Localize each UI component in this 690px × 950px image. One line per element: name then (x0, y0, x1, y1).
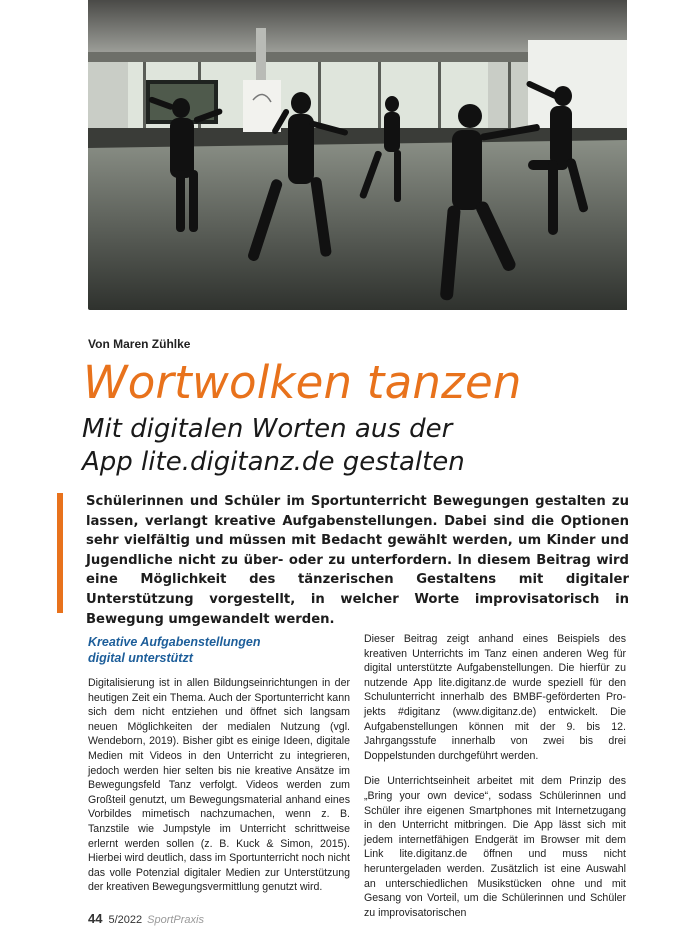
section-heading (88, 634, 350, 666)
right-column (364, 632, 626, 931)
section-heading-line-2: digital unterstützt (88, 651, 193, 665)
right-paragraph-2: Die Unterrichtseinheit arbeitet mit dem Prinzip des „Bring your own device“, sodass Schülerinnen und Schüler ihre eigenen Smartphones mit Internetzugang in den Unterricht mitbringen. Die App lässt sich mit jedem internetfähigen Endgerät im Browser mit dem Link lite.digitanz.de öffnen und muss nicht heruntergeladen werden. Zusätzlich ist eine Auswahl an unterschiedlichen Musikstücken ohne und mit Gesang von Vorteil, um die Schülerinnen und Schüler zu improvisatorischen (364, 775, 626, 919)
article-subtitle (82, 413, 642, 479)
subtitle-line-2: App lite.digitanz.de gestalten (82, 447, 465, 477)
author-byline: Von Maren Zühlke (88, 337, 191, 351)
right-paragraph-1: Dieser Beitrag zeigt anhand eines Beispiels des kreativen Unterrichts im Tanz einen anderen Weg für digital unterstützte Aufgabenstellungen. Die hierfür zu nutzende App lite.digitanz.de wurde speziell für den Schulunterricht innerhalb des BMBF-geförderten Pro-jekts #digitanz (www.digitanz.de) entwickelt. Die Aufgabenstellungen können mit der 9. bis 12. Jahrgangsstufe innerhalb von zwei bis drei Doppelstunden durchgeführt werden. (364, 633, 626, 762)
dance-studio-illustration (88, 0, 627, 310)
issue-number: 5/2022 (108, 914, 143, 926)
lead-paragraph: Schülerinnen und Schüler im Sportunterricht Bewegungen gestalten zu lassen, verlangt kreative Aufgabenstellungen. Dabei sind die Optionen sehr vielfältig und müssen mit Bedacht gewählt werden, um Kinder und Jugendliche nicht zu über- oder zu unterfordern. In diesem Beitrag wird eine Möglichkeit des tänzerischen Gestaltens mit digitaler Unterstützung vorgestellt, in welcher Worte improvisatorisch in Bewegung umgewandelt werden. (86, 494, 629, 627)
left-paragraph: Digitalisierung ist in allen Bildungseinrichtungen in der heutigen Zeit ein Thema. Auch der Sportunterricht kann sich dem nicht entziehen und öffnet sich langsam neuen Möglichkeiten der medialen Nutzung (vgl. Wendeborn, 2019). Bisher gibt es einige Ideen, digitale Medien mit Videos in den Unterricht zu integrieren, jedoch werden hier selten bis nie kreative Ansätze im Bewegungsfeld Tanz verfolgt. Videos werden zum Großteil genutzt, um Bewegungsmaterial anhand eines Vorbildes mimetisch nachzumachen, wenn z. B. Tanzstile wie Jumpstyle im Unterricht schrittweise erlernt werden sollen (z. B. Kuck & Simon, 2015). Hierbei wird deutlich, dass im Sportunterricht noch nicht das volle Potenzial digitaler Medien zur Unterstützung der kreativen Bewegungsvermittlung genutzt wird. (88, 677, 350, 894)
lead-accent-bar (57, 493, 63, 613)
page-footer (88, 911, 204, 926)
page-number: 44 (88, 911, 103, 926)
dance-class-photo (88, 0, 627, 310)
section-heading-line-1: Kreative Aufgabenstellungen (88, 635, 261, 649)
magazine-name: SportPraxis (147, 914, 204, 926)
article-title: Wortwolken tanzen (83, 356, 522, 409)
subtitle-line-1: Mit digitalen Worten aus der (82, 414, 453, 444)
left-column (88, 632, 350, 906)
